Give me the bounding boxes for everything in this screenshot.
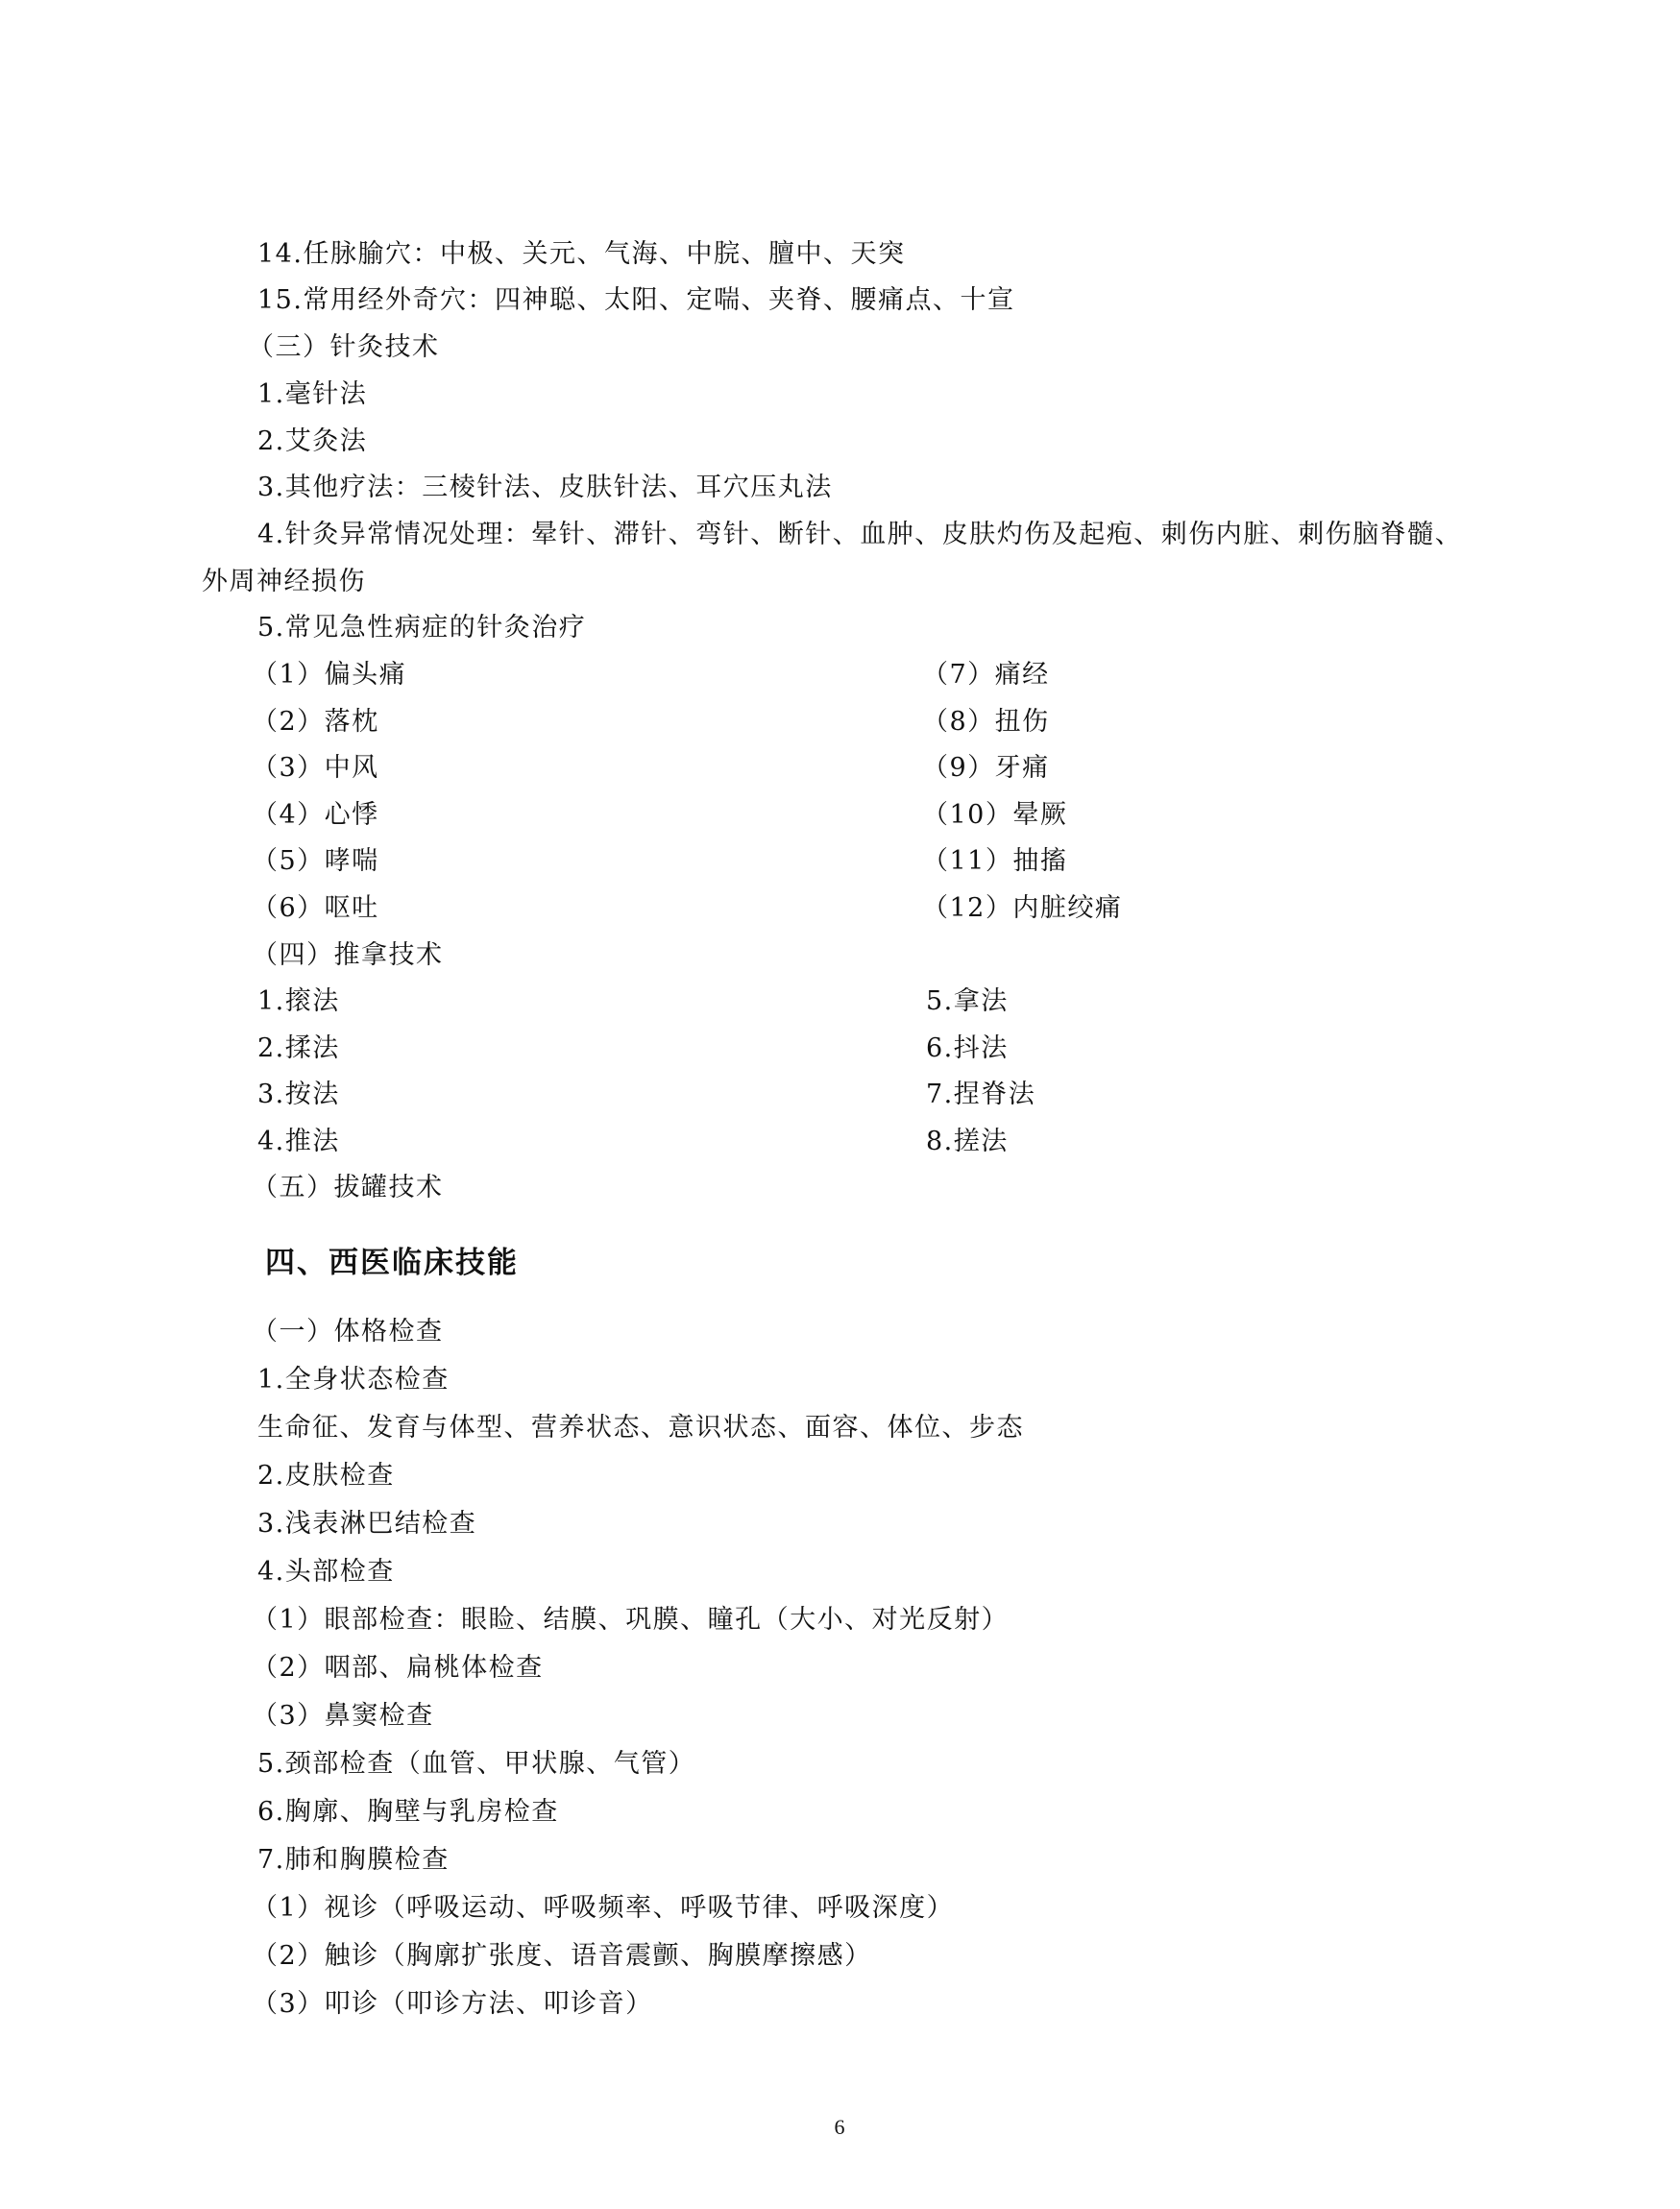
- tuina-item: 1.㨰法: [257, 986, 340, 1016]
- exam-item: 生命征、发育与体型、营养状态、意识状态、面容、体位、步态: [257, 1413, 1024, 1443]
- abnormal-handling-line-2: 外周神经损伤: [202, 567, 366, 596]
- technique-item: 1.毫针法: [257, 379, 368, 409]
- acute-condition-item: （7）痛经: [922, 660, 1050, 690]
- acute-condition-item: （8）扭伤: [922, 707, 1050, 737]
- tuina-item: 7.捏脊法: [926, 1080, 1036, 1109]
- tuina-item: 5.拿法: [926, 986, 1009, 1016]
- acupoints-renmai-line: 14.任脉腧穴：中极、关元、气海、中脘、膻中、天突: [257, 239, 906, 269]
- tuina-item: 2.揉法: [257, 1033, 340, 1063]
- section-physical-exam-title: （一）体格检查: [252, 1317, 444, 1347]
- exam-item: 3.浅表淋巴结检查: [257, 1509, 477, 1539]
- acute-condition-item: （4）心悸: [252, 800, 379, 830]
- technique-item: 2.艾灸法: [257, 426, 368, 456]
- technique-item: 3.其他疗法：三棱针法、皮肤针法、耳穴压丸法: [257, 473, 833, 502]
- section-tuina-title: （四）推拿技术: [252, 940, 444, 970]
- tuina-item: 4.推法: [257, 1127, 340, 1156]
- exam-item: 6.胸廓、胸壁与乳房检查: [257, 1797, 559, 1827]
- acute-condition-item: （3）中风: [252, 753, 379, 783]
- exam-item: 5.颈部检查（血管、甲状腺、气管）: [257, 1749, 696, 1779]
- tuina-item: 3.按法: [257, 1080, 340, 1109]
- acute-condition-item: （12）内脏绞痛: [922, 893, 1123, 923]
- exam-item: 4.头部检查: [257, 1557, 395, 1587]
- exam-item: （1）眼部检查：眼睑、结膜、巩膜、瞳孔（大小、对光反射）: [252, 1605, 1010, 1635]
- exam-item: 2.皮肤检查: [257, 1461, 395, 1491]
- acute-condition-item: （6）呕吐: [252, 893, 379, 923]
- section-heading-western-clinical-skills: 四、西医临床技能: [265, 1246, 519, 1280]
- page-number: 6: [834, 2115, 845, 2139]
- exam-item: （1）视诊（呼吸运动、呼吸频率、呼吸节律、呼吸深度）: [252, 1893, 955, 1923]
- section-cupping-title: （五）拔罐技术: [252, 1173, 444, 1202]
- exam-item: （3）叩诊（叩诊方法、叩诊音）: [252, 1989, 653, 2019]
- exam-item: 7.肺和胸膜检查: [257, 1845, 450, 1875]
- exam-item: （3）鼻窦检查: [252, 1701, 434, 1731]
- acute-condition-item: （9）牙痛: [922, 753, 1050, 783]
- exam-item: （2）咽部、扁桃体检查: [252, 1653, 544, 1683]
- acute-condition-item: （5）哮喘: [252, 846, 379, 876]
- acute-condition-item: （11）抽搐: [922, 846, 1068, 876]
- acute-conditions-title: 5.常见急性病症的针灸治疗: [257, 613, 587, 643]
- tuina-item: 8.搓法: [926, 1127, 1009, 1156]
- acute-condition-item: （1）偏头痛: [252, 660, 407, 690]
- exam-item: （2）触诊（胸廓扩张度、语音震颤、胸膜摩擦感）: [252, 1941, 872, 1971]
- acute-condition-item: （2）落枕: [252, 707, 379, 737]
- section-acupuncture-techniques-title: （三）针灸技术: [248, 332, 440, 362]
- tuina-item: 6.抖法: [926, 1033, 1009, 1063]
- acupoints-extra-line: 15.常用经外奇穴：四神聪、太阳、定喘、夹脊、腰痛点、十宣: [257, 285, 1015, 315]
- exam-item: 1.全身状态检查: [257, 1365, 450, 1395]
- abnormal-handling-line-1: 4.针灸异常情况处理：晕针、滞针、弯针、断针、血肿、皮肤灼伤及起疱、刺伤内脏、刺伤脑脊髓、: [257, 520, 1463, 549]
- acute-condition-item: （10）晕厥: [922, 800, 1068, 830]
